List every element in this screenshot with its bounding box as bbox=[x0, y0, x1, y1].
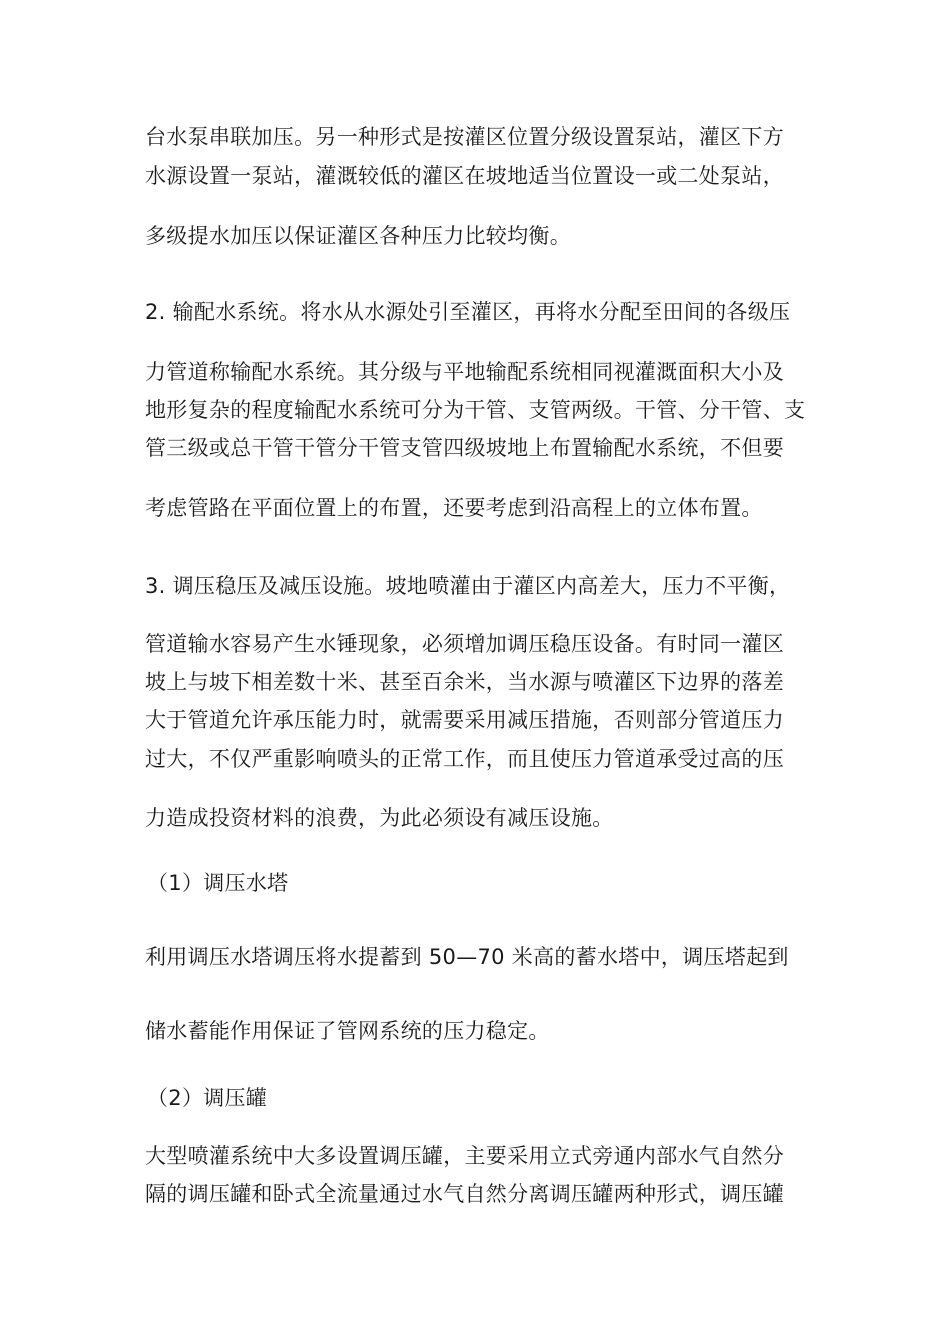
section-heading: （2）调压罐 bbox=[147, 1086, 268, 1110]
text-line: 管道输水容易产生水锤现象，必须增加调压稳压设备。有时同一灌区 bbox=[145, 632, 784, 656]
text-line: 隔的调压罐和卧式全流量通过水气自然分离调压罐两种形式，调压罐 bbox=[145, 1182, 784, 1206]
text-line: 2. 输配水系统。将水从水源处引至灌区，再将水分配至田间的各级压 bbox=[145, 300, 791, 324]
text-line: 3. 调压稳压及减压设施。坡地喷灌由于灌区内高差大，压力不平衡， bbox=[145, 574, 791, 598]
text-line: 过大，不仅严重影响喷头的正常工作，而且使压力管道承受过高的压 bbox=[145, 747, 784, 771]
text-line: 储水蓄能作用保证了管网系统的压力稳定。 bbox=[145, 1019, 550, 1043]
text-line: 台水泵串联加压。另一种形式是按灌区位置分级设置泵站，灌区下方 bbox=[145, 125, 784, 149]
text-line: 大型喷灌系统中大多设置调压罐，主要采用立式旁通内部水气自然分 bbox=[145, 1144, 784, 1168]
text-line: 考虑管路在平面位置上的布置，还要考虑到沿高程上的立体布置。 bbox=[145, 496, 763, 520]
text-line: 多级提水加压以保证灌区各种压力比较均衡。 bbox=[145, 224, 571, 248]
text-line: 力管道称输配水系统。其分级与平地输配系统相同视灌溉面积大小及 bbox=[145, 360, 784, 384]
section-heading: （1）调压水塔 bbox=[147, 871, 289, 895]
text-line: 水源设置一泵站，灌溉较低的灌区在坡地适当位置设一或二处泵站， bbox=[145, 164, 784, 188]
text-line: 力造成投资材料的浪费，为此必须设有减压设施。 bbox=[145, 806, 614, 830]
text-line: 坡上与坡下相差数十米、甚至百余米，当水源与喷灌区下边界的落差 bbox=[145, 670, 784, 694]
text-line: 大于管道允许承压能力时，就需要采用减压措施，否则部分管道压力 bbox=[145, 708, 784, 732]
text-line: 利用调压水塔调压将水提蓄到 50—70 米高的蓄水塔中，调压塔起到 bbox=[145, 945, 789, 969]
text-line: 管三级或总干管干管分干管支管四级坡地上布置输配水系统，不但要 bbox=[145, 436, 784, 460]
text-line: 地形复杂的程度输配水系统可分为干管、支管两级。干管、分干管、支 bbox=[145, 398, 806, 422]
